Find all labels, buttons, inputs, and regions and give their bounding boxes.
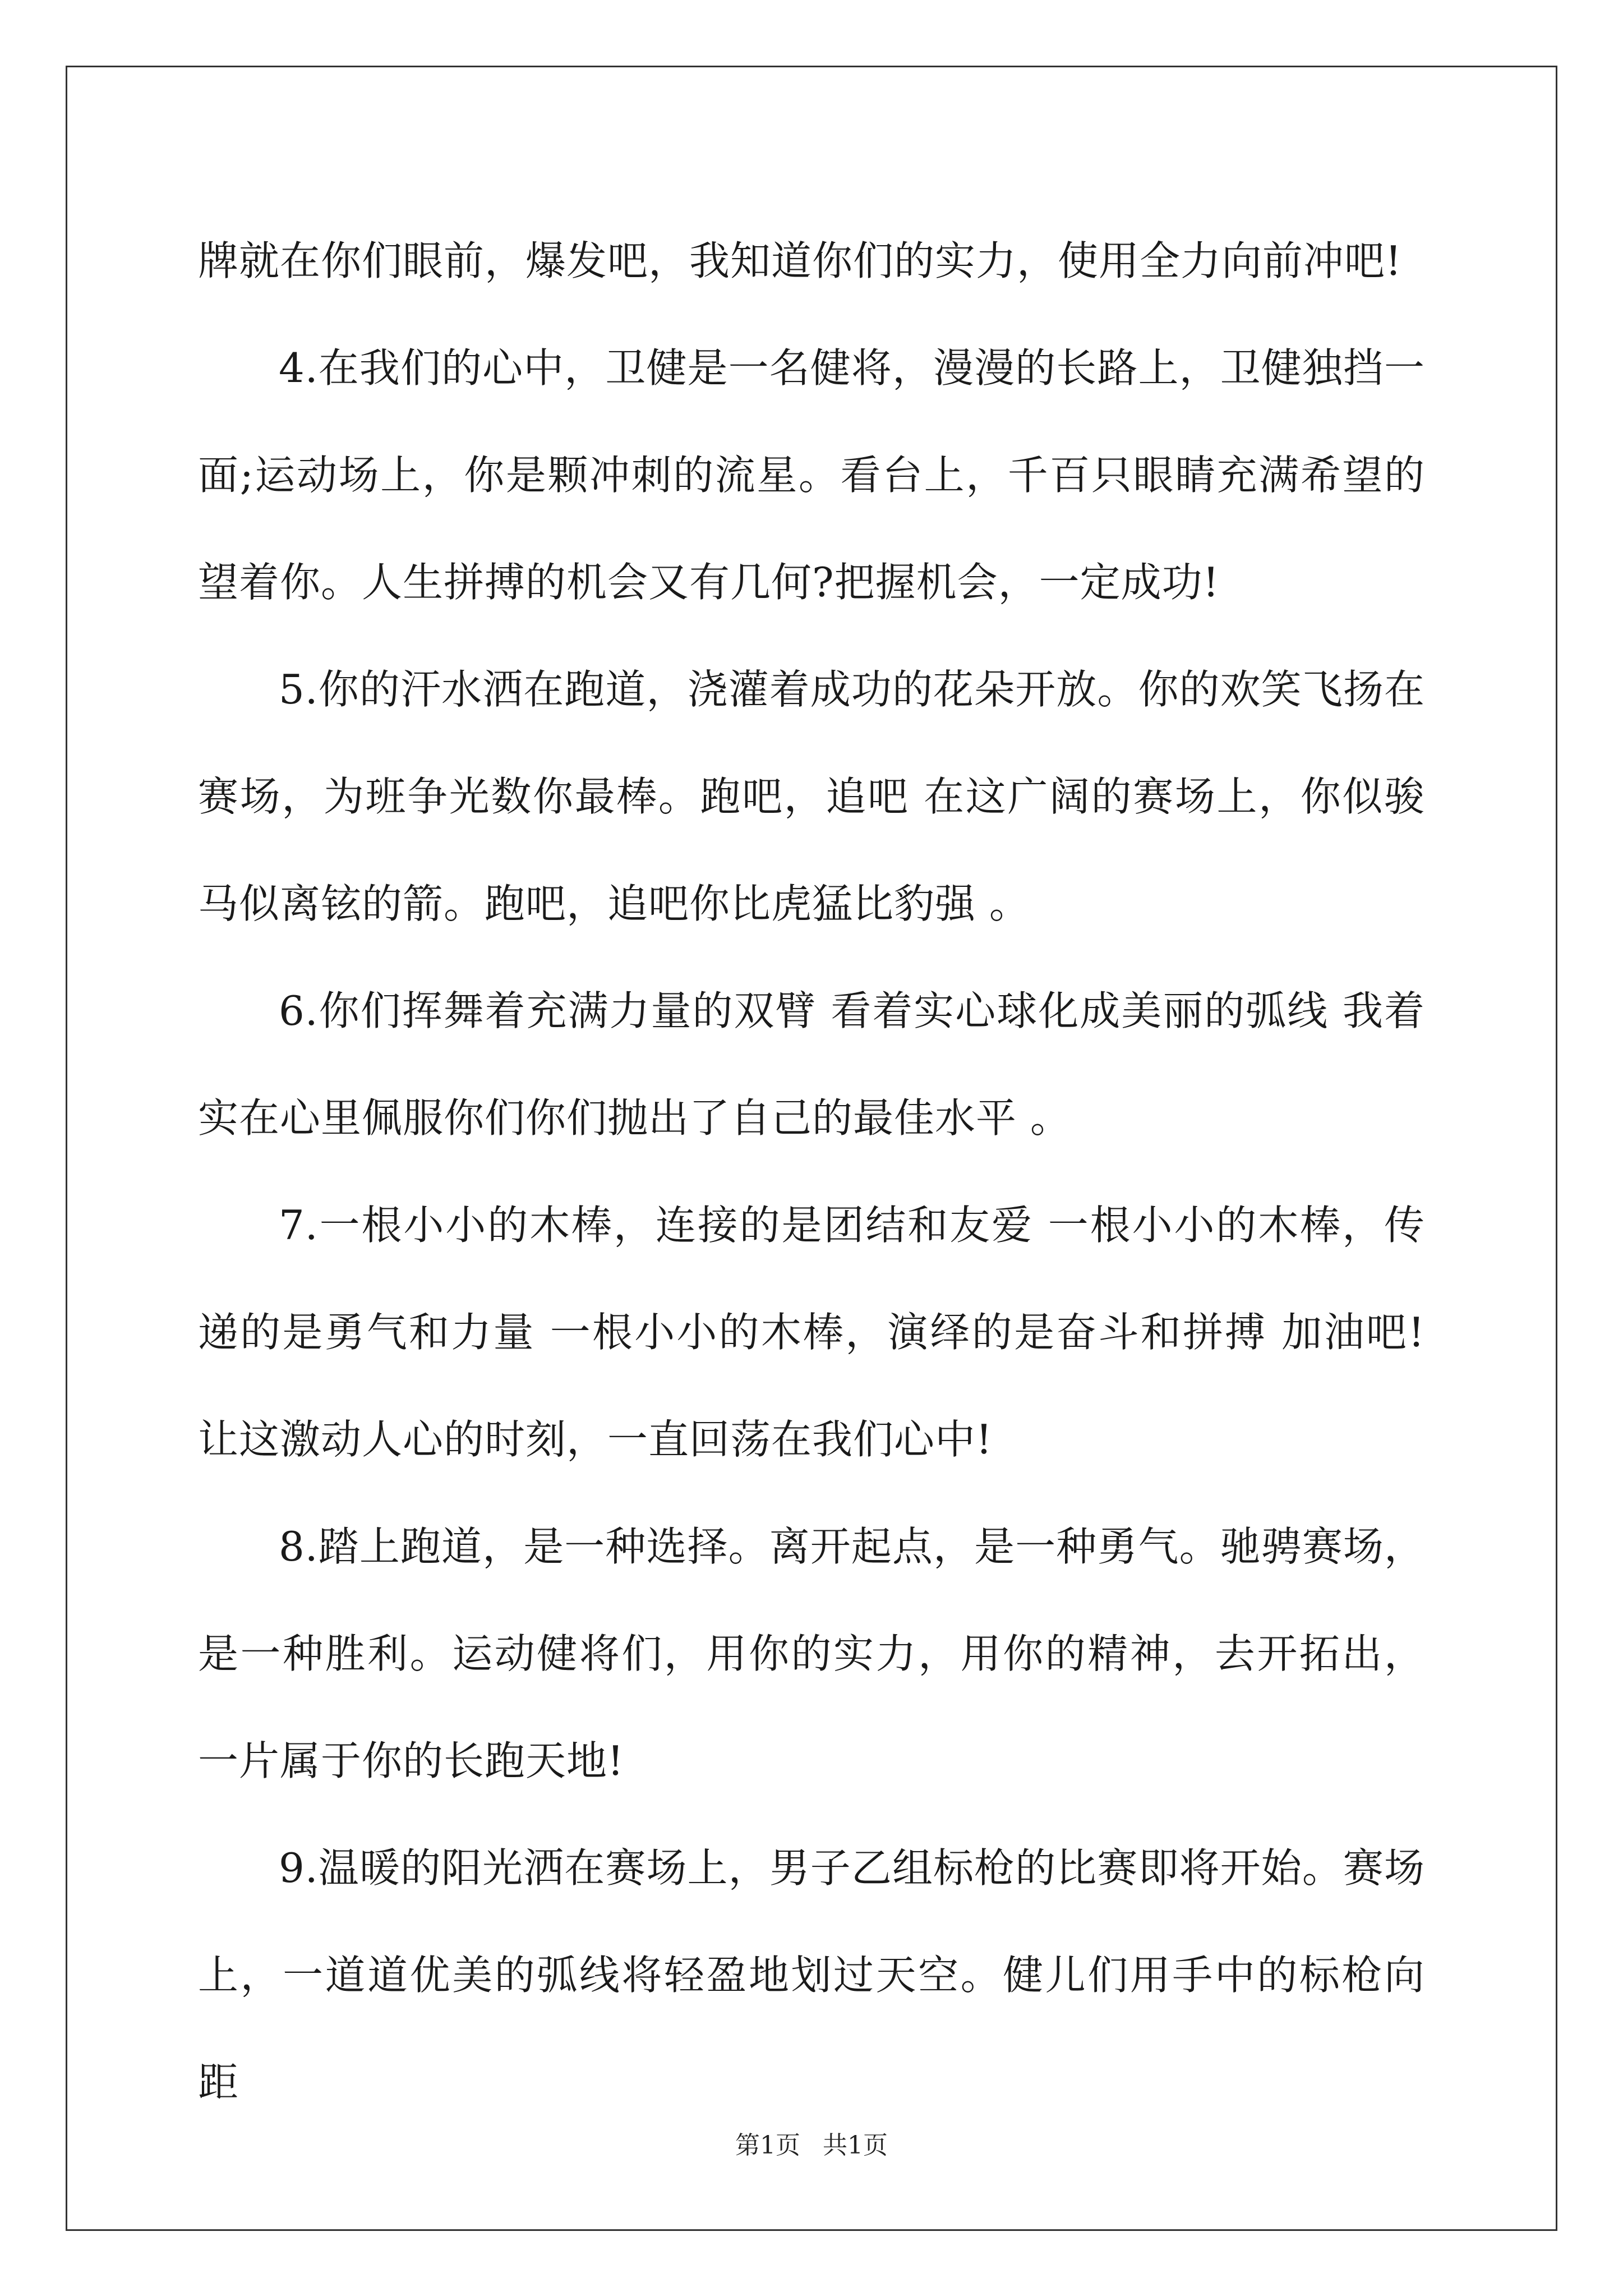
page-footer bbox=[0, 2129, 1623, 2162]
page-number: 第1页 bbox=[735, 2131, 800, 2160]
document-body bbox=[198, 208, 1425, 2136]
paragraph-item-7: 7.一根小小的木棒，连接的是团结和友爱 一根小小的木棒，传递的是勇气和力量 一根小小的木棒，演绎的是奋斗和拼搏 加油吧!让这激动人心的时刻，一直回荡在我们心中! bbox=[198, 1202, 1425, 1463]
paragraph-item-9: 9.温暖的阳光洒在赛场上，男子乙组标枪的比赛即将开始。赛场上，一道道优美的弧线将轻盈地划过天空。健儿们用手中的标枪向距 bbox=[198, 1844, 1425, 2106]
paragraph-item-6: 6.你们挥舞着充满力量的双臂 看着实心球化成美丽的弧线 我着实在心里佩服你们你们抛出了自己的最佳水平 。 bbox=[198, 987, 1425, 1142]
paragraph-item-5: 5.你的汗水洒在跑道，浇灌着成功的花朵开放。你的欢笑飞扬在赛场，为班争光数你最棒。跑吧，追吧 在这广阔的赛场上，你似骏马似离铉的箭。跑吧，追吧你比虎猛比豹强 。 bbox=[198, 666, 1425, 927]
paragraph-item-4: 4.在我们的心中，卫健是一名健将，漫漫的长路上，卫健独挡一面;运动场上，你是颗冲刺的流星。看台上，千百只眼睛充满希望的望着你。人生拼搏的机会又有几何?把握机会，一定成功! bbox=[198, 344, 1425, 606]
paragraph-continuation: 牌就在你们眼前，爆发吧，我知道你们的实力，使用全力向前冲吧! bbox=[198, 237, 1402, 284]
page-total: 共1页 bbox=[823, 2131, 888, 2160]
paragraph-item-8: 8.踏上跑道，是一种选择。离开起点，是一种勇气。驰骋赛场，是一种胜利。运动健将们，用你的实力，用你的精神，去开拓出，一片属于你的长跑天地! bbox=[198, 1523, 1425, 1784]
